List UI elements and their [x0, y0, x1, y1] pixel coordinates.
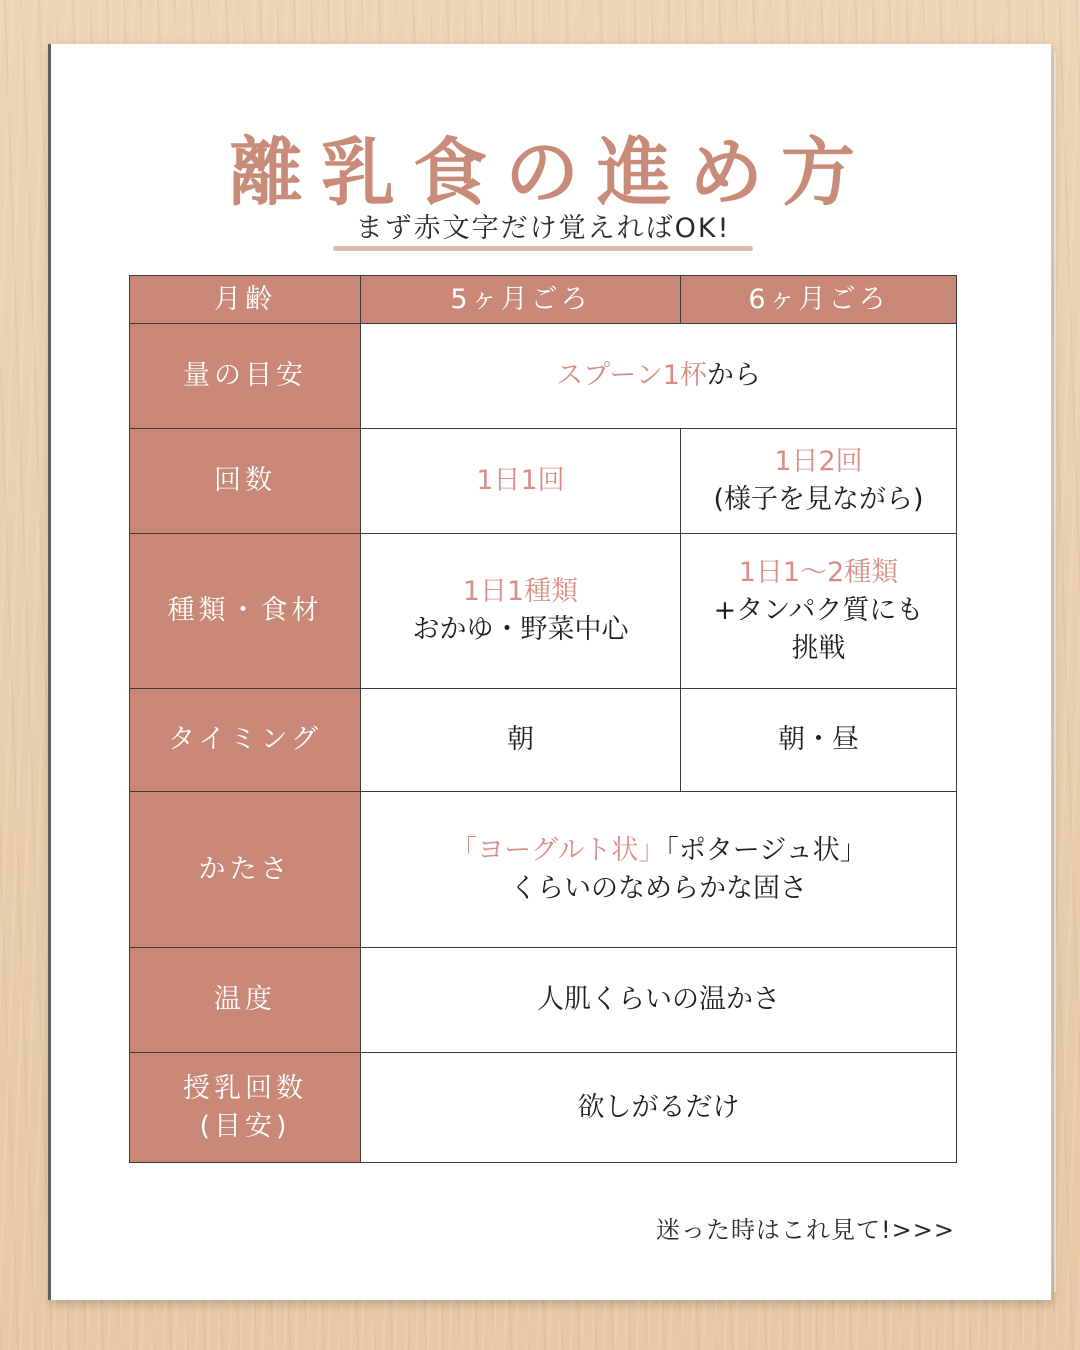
- table-row-temperature: [130, 948, 957, 1053]
- amount-red-text: スプーン1杯: [556, 360, 707, 392]
- table-row-feeding: [130, 1053, 957, 1163]
- hardness-potage: 「ポタージュ状」: [665, 834, 867, 866]
- types-6m-protein: +タンパク質にも: [713, 595, 924, 627]
- header-5-months: 5ヶ月ごろ: [361, 276, 681, 324]
- row-label-feeding: [130, 1053, 361, 1163]
- subtitle-underline: [333, 246, 753, 251]
- header-age: 月齢: [130, 276, 361, 324]
- table-row-amount: [130, 324, 957, 429]
- table-row-timing: [130, 689, 957, 792]
- types-6m-challenge: 挑戦: [791, 632, 846, 664]
- weaning-guide-table: [129, 275, 957, 1163]
- amount-black-text: から: [706, 360, 761, 392]
- row-label-timing: タイミング: [130, 689, 361, 792]
- cell-hardness: [361, 792, 957, 948]
- footer-next-hint: 迷った時はこれ見て!>>>: [656, 1216, 955, 1244]
- frequency-5m-red: 1日1回: [476, 465, 565, 497]
- row-label-types: 種類・食材: [130, 534, 361, 689]
- subtitle: まず赤文字だけ覚えればOK!: [355, 213, 731, 244]
- notebook-page: [48, 44, 1051, 1300]
- types-5m-foods: おかゆ・野菜中心: [412, 614, 629, 645]
- hardness-line-1: [367, 832, 950, 870]
- cell-types-6m: [681, 534, 957, 689]
- cell-frequency-5m: [361, 429, 681, 534]
- row-label-temperature: 温度: [130, 948, 361, 1053]
- frequency-6m-red: 1日2回: [774, 446, 863, 478]
- types-5m-red: 1日1種類: [462, 576, 579, 608]
- cell-types-5m: [361, 534, 681, 689]
- row-label-amount: 量の目安: [130, 324, 361, 429]
- table-row-hardness: [130, 792, 957, 948]
- table-row-frequency: [130, 429, 957, 534]
- hardness-line-2: くらいのなめらかな固さ: [510, 872, 807, 904]
- table-header-row: [130, 276, 957, 324]
- cell-frequency-6m: [681, 429, 957, 534]
- hardness-yogurt: 「ヨーグルト状」: [450, 834, 666, 866]
- cell-temperature: 人肌くらいの温かさ: [361, 948, 957, 1053]
- table-row-types: [130, 534, 957, 689]
- frequency-6m-note: (様子を見ながら): [713, 484, 924, 515]
- feeding-label-2: (目安): [199, 1110, 291, 1142]
- page-title: 離乳食の進め方: [229, 130, 873, 216]
- row-label-hardness: かたさ: [130, 792, 361, 948]
- types-6m-red: 1日1〜2種類: [738, 557, 899, 589]
- header-6-months: 6ヶ月ごろ: [681, 276, 957, 324]
- cell-timing-6m: 朝・昼: [681, 689, 957, 792]
- cell-timing-5m: 朝: [361, 689, 681, 792]
- feeding-label-1: 授乳回数: [183, 1072, 307, 1104]
- cell-amount: [361, 324, 957, 429]
- row-label-frequency: 回数: [130, 429, 361, 534]
- cell-feeding: 欲しがるだけ: [361, 1053, 957, 1163]
